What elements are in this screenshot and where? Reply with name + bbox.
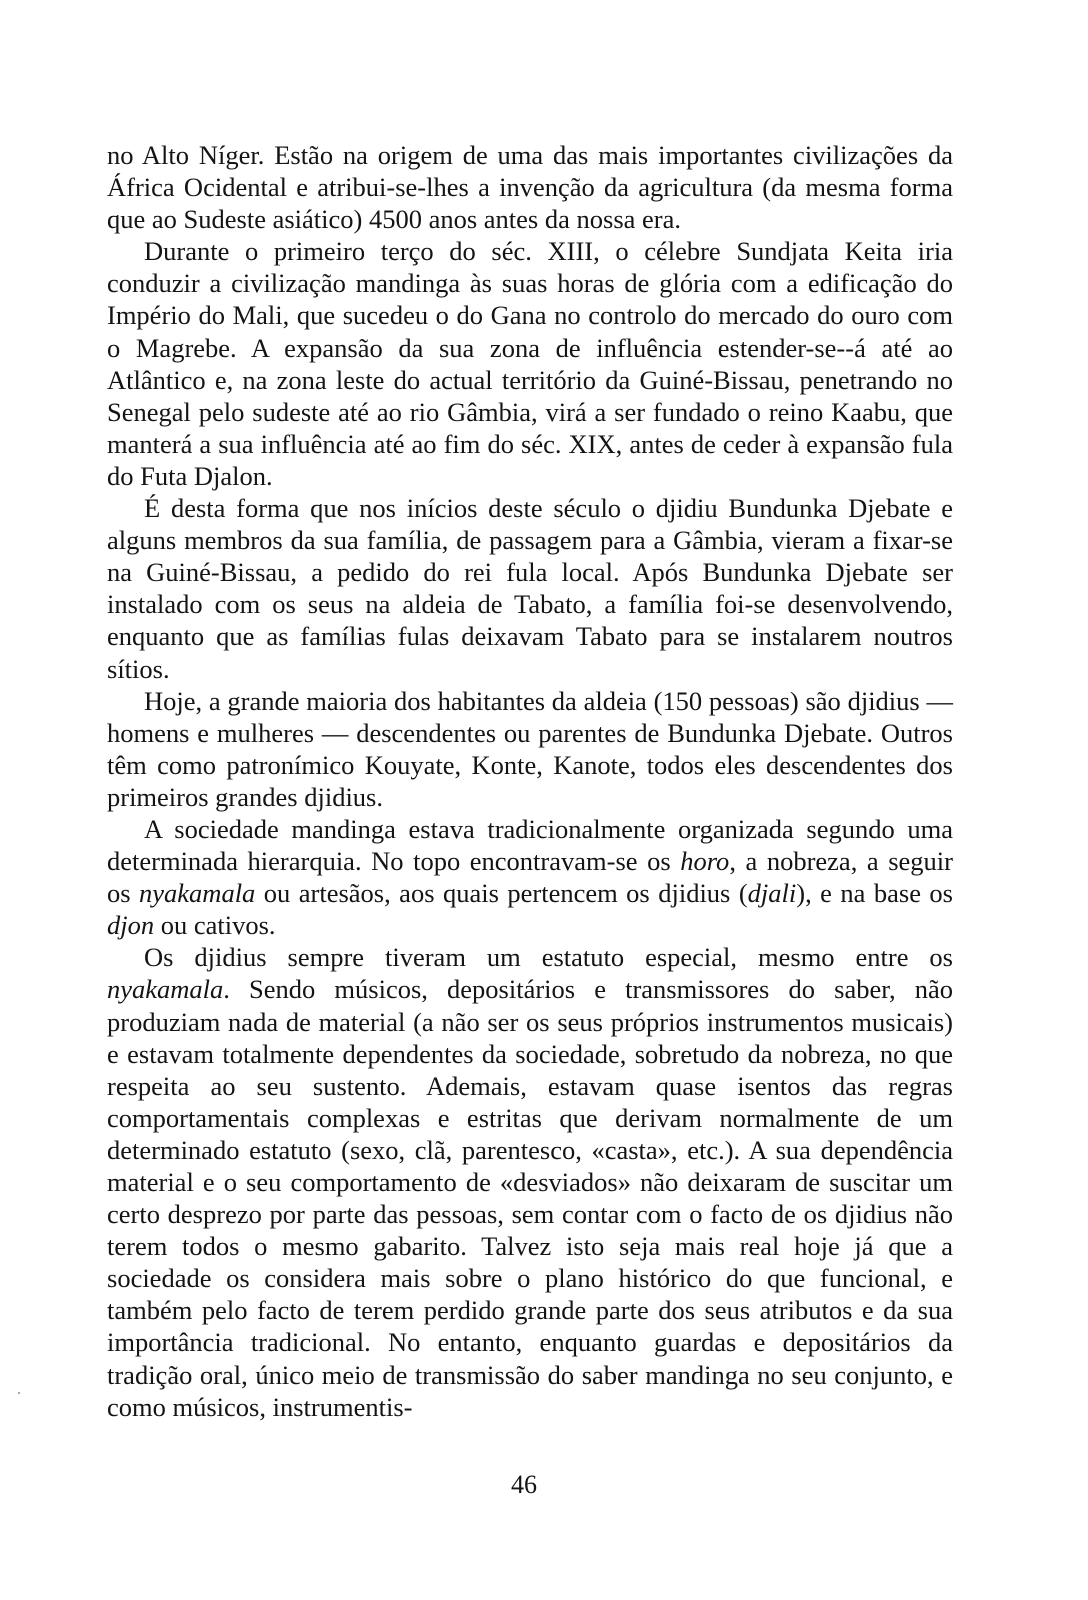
term-djon: djon xyxy=(107,910,155,941)
page-number: 46 xyxy=(511,1470,537,1499)
page-body xyxy=(107,139,953,1423)
term-nyakamala: nyakamala xyxy=(139,878,256,909)
paragraph-alto-niger: no Alto Níger. Estão na origem de uma das mais importantes civilizações da África Ocidental e atribui-se-lhes a invenção da agricultura (da mesma forma que ao Sudeste asiático) 4500 anos antes da nossa era. xyxy=(107,140,953,235)
paragraph-estatuto-especial: Os djidius sempre tiveram um estatuto especial, mesmo entre os nyakamala. Sendo músicos, depositários e transmissores do saber, não produziam nada de material (a não ser os seus próprios instrumentos musicais) e estavam totalmente dependentes da sociedade, sobretudo da nobreza, no que respeita ao seu sustento. Ademais, estavam quase isentos das regras comportamentais complexas e estritas que derivam normalmente de um determinado estatuto (sexo, clã, parentesco, «casta», etc.). A sua dependência material e o seu comportamento de «desviados» não deixaram de suscitar um certo desprezo por parte das pessoas, sem contar com o facto de os djidius não terem todos o mesmo gabarito. Talvez isto seja mais real hoje já que a sociedade os considera mais sobre o plano histórico do que funcional, e também pelo facto de terem perdido grande parte dos seus atributos e da sua importância tradicional. No entanto, enquanto guardas e depositários da tradição oral, único meio de transmissão do saber mandinga no seu conjunto, e como músicos, instrumentis- xyxy=(107,942,953,1422)
term-nyakamala: nyakamala xyxy=(107,974,224,1005)
scan-speck xyxy=(18,1392,20,1394)
term-djali: djali xyxy=(747,878,797,909)
paragraph-habitantes: Hoje, a grande maioria dos habitantes da aldeia (150 pessoas) são djidius — homens e mulheres — descendentes ou parentes de Bundunka Djebate. Outros têm como patronímico Kouyate, Konte, Kanote, todos eles descendentes dos primeiros grandes djidius. xyxy=(107,685,953,812)
paragraph-sundjata-keita: Durante o primeiro terço do séc. XIII, o célebre Sundjata Keita iria conduzir a civilização mandinga às suas horas de glória com a edificação do Império do Mali, que sucedeu o do Gana no controlo do mercado do ouro com o Magrebe. A expansão da sua zona de influência estender-se--á até ao Atlântico e, na zona leste do actual território da Guiné-Bissau, penetrando no Senegal pelo sudeste até ao rio Gâmbia, virá a ser fundado o reino Kaabu, que manterá a sua influência até ao fim do séc. XIX, antes de ceder à expansão fula do Futa Djalon. xyxy=(107,236,953,491)
paragraph-hierarquia: A sociedade mandinga estava tradicionalmente organizada segundo uma determinada hierarquia. No topo encontravam-se os horo, a nobreza, a seguir os nyakamala ou artesãos, aos quais pertencem os djidius (djali), e na base os djon ou cativos. xyxy=(107,813,953,941)
paragraph-bundunka-djebate: É desta forma que nos inícios deste século o djidiu Bundunka Djebate e alguns membros da sua família, de passagem para a Gâmbia, vieram a fixar-se na Guiné-Bissau, a pedido do rei fula local. Após Bundunka Djebate ser instalado com os seus na aldeia de Tabato, a família foi-se desenvolvendo, enquanto que as famílias fulas deixavam Tabato para se instalarem noutros sítios. xyxy=(107,493,953,684)
term-horo: horo xyxy=(680,846,730,877)
